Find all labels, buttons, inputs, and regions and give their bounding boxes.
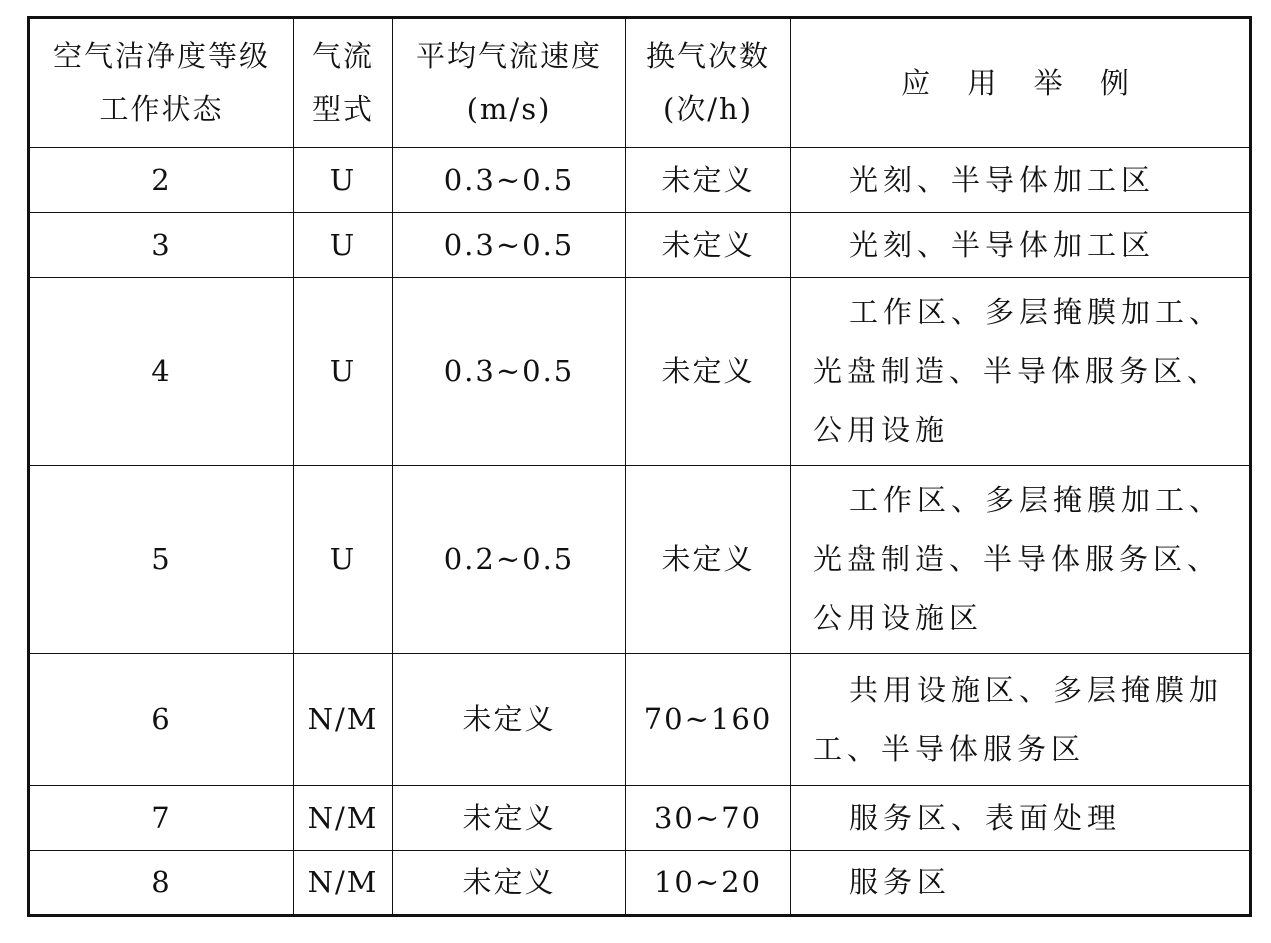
cell-application — [791, 851, 1251, 916]
cell-airflow: N/M — [294, 851, 393, 916]
cell-air-changes: 未定义 — [626, 466, 791, 654]
cell-airflow: U — [294, 466, 393, 654]
cell-airflow: U — [294, 213, 393, 278]
cell-air-changes: 70~160 — [626, 654, 791, 786]
header-application — [791, 18, 1251, 148]
application-text: 光刻、半导体加工区 — [849, 162, 1156, 197]
table-row — [29, 654, 1251, 786]
table-row — [29, 148, 1251, 213]
application-text: 光刻、半导体加工区 — [849, 227, 1156, 262]
cell-velocity: 0.3~0.5 — [393, 213, 626, 278]
cell-air-changes: 30~70 — [626, 786, 791, 851]
table-row — [29, 786, 1251, 851]
header-airflow-line2: 型式 — [311, 92, 374, 126]
cell-grade: 6 — [29, 654, 294, 786]
table-body — [29, 148, 1251, 916]
cell-airflow: N/M — [294, 786, 393, 851]
cell-velocity: 0.3~0.5 — [393, 148, 626, 213]
header-airflow-line1: 气流 — [311, 39, 374, 73]
cell-application — [791, 278, 1251, 466]
cell-air-changes: 未定义 — [626, 148, 791, 213]
cell-application — [791, 213, 1251, 278]
cell-application — [791, 786, 1251, 851]
cell-velocity: 未定义 — [393, 851, 626, 916]
cell-grade: 5 — [29, 466, 294, 654]
header-air-changes-line1: 换气次数 — [645, 39, 770, 73]
cell-air-changes: 未定义 — [626, 278, 791, 466]
table-row — [29, 278, 1251, 466]
header-grade-line2: 工作状态 — [99, 92, 224, 126]
header-grade-line1: 空气洁净度等级 — [52, 39, 270, 73]
cell-velocity: 未定义 — [393, 786, 626, 851]
application-text: 共用设施区、多层掩膜加工、半导体服务区 — [813, 672, 1224, 766]
header-airflow — [294, 18, 393, 148]
header-air-changes-line2: (次/h) — [662, 92, 754, 126]
application-text: 服务区、表面处理 — [849, 800, 1122, 835]
cell-grade: 7 — [29, 786, 294, 851]
cell-airflow: U — [294, 148, 393, 213]
cell-application — [791, 466, 1251, 654]
cell-velocity: 0.2~0.5 — [393, 466, 626, 654]
cell-air-changes: 未定义 — [626, 213, 791, 278]
header-grade — [29, 18, 294, 148]
cell-grade: 4 — [29, 278, 294, 466]
cell-grade: 3 — [29, 213, 294, 278]
application-text: 服务区 — [849, 865, 952, 899]
cell-grade: 8 — [29, 851, 294, 916]
cell-grade: 2 — [29, 148, 294, 213]
header-velocity-line2: (m/s) — [466, 92, 552, 126]
application-text: 工作区、多层掩膜加工、光盘制造、半导体服务区、公用设施区 — [813, 483, 1224, 635]
table-row — [29, 466, 1251, 654]
cell-airflow: U — [294, 278, 393, 466]
cell-velocity: 0.3~0.5 — [393, 278, 626, 466]
cell-air-changes: 10~20 — [626, 851, 791, 916]
cleanroom-table — [27, 16, 1252, 917]
application-text: 工作区、多层掩膜加工、光盘制造、半导体服务区、公用设施 — [813, 295, 1224, 447]
table-header — [29, 18, 1251, 148]
cell-application — [791, 148, 1251, 213]
cell-velocity: 未定义 — [393, 654, 626, 786]
header-row — [29, 18, 1251, 148]
table-row — [29, 213, 1251, 278]
header-application-label: 应 用 举 例 — [901, 65, 1143, 100]
header-air-changes — [626, 18, 791, 148]
table-row — [29, 851, 1251, 916]
cell-application — [791, 654, 1251, 786]
header-velocity — [393, 18, 626, 148]
cell-airflow: N/M — [294, 654, 393, 786]
header-velocity-line1: 平均气流速度 — [415, 39, 602, 73]
